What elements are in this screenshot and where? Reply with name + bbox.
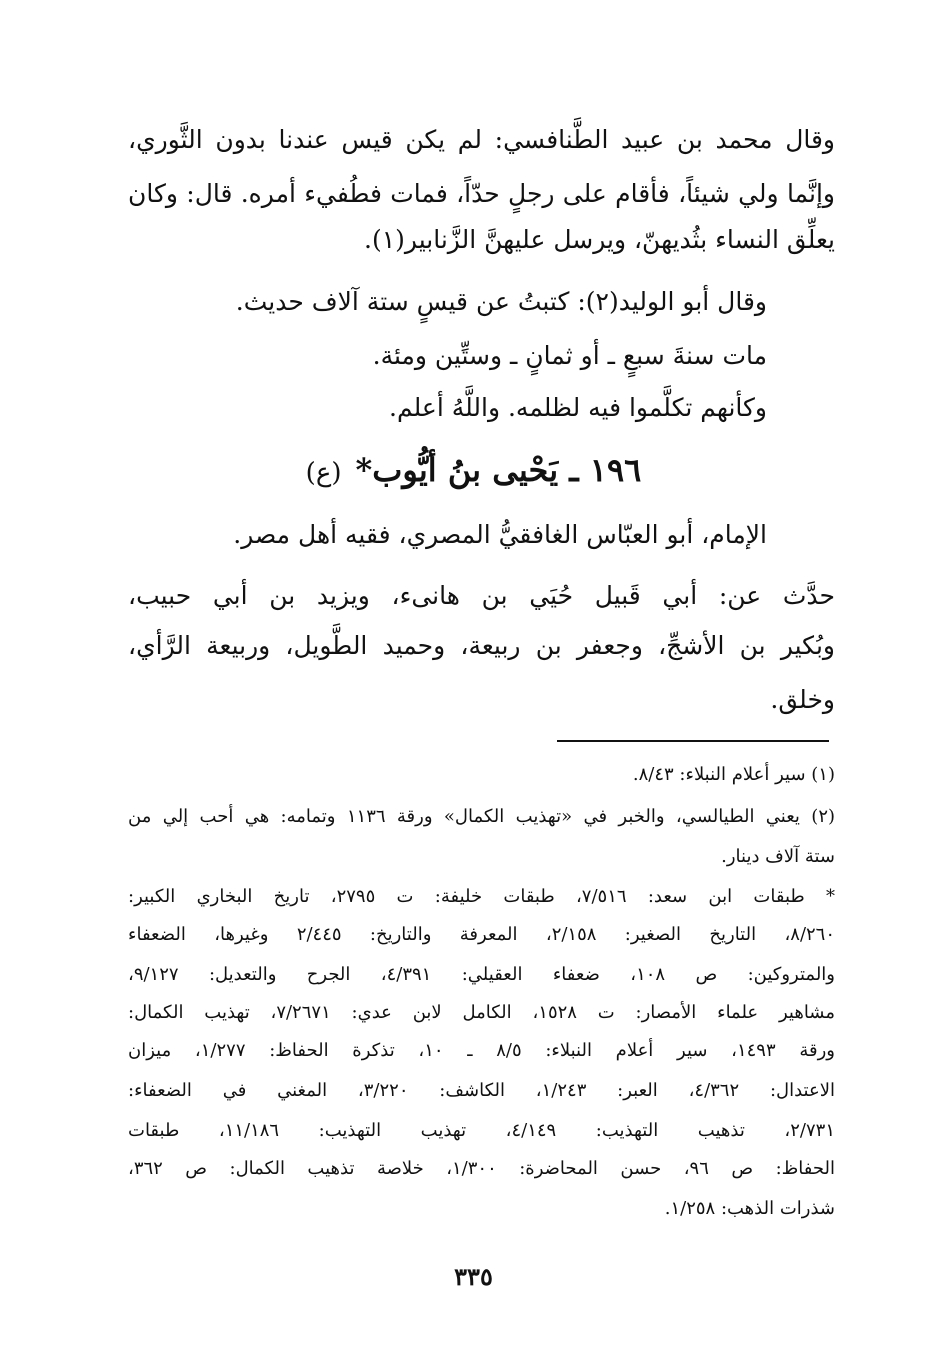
sources-line-8: الحفاظ: ص ٩٦، حسن المحاضرة: ١/٣٠٠، خلاصة تذهيب الكمال: ص ٣٦٢،: [128, 1158, 835, 1179]
sources-line-3: والمتروكين: ص ١٠٨، ضعفاء العقيلي: ٤/٣٩١، الجرح والتعديل: ٩/١٢٧،: [128, 964, 835, 985]
footnote-1: (١) سير أعلام النبلاء: ٨/٤٣.: [632, 764, 835, 785]
footnote-2-line-1: (٢) يعني الطيالسي، والخبر في «تهذيب الكمال» ورقة ١١٣٦ وتمامه: هي أحب إلي من: [128, 806, 836, 827]
sources-line-1: * طبقات ابن سعد: ٧/٥١٦، طبقات خليفة: ت ٢٧٩٥، تاريخ البخاري الكبير:: [128, 886, 835, 907]
sources-line-4: مشاهير علماء الأمصار: ت ١٥٢٨، الكامل لابن عدي: ٧/٢٦٧١، تهذيب الكمال:: [128, 1002, 836, 1023]
text-line-6: وكأنهم تكلَّموا فيه لظلمه. واللَّهُ أعلم.: [389, 393, 767, 422]
entry-heading: [0, 445, 947, 498]
page-number: ٣٣٥: [454, 1262, 493, 1291]
footnote-divider: [557, 740, 829, 742]
entry-code: (ع): [305, 458, 342, 488]
sources-line-7: ٢/٧٣١، تذهيب التهذيب: ٤/١٤٩، تهذيب التهذيب: ١١/١٨٦، طبقات: [128, 1120, 835, 1141]
sources-line-6: الاعتدال: ٤/٣٦٢، العبر: ١/٢٤٣، الكاشف: ٣/٢٢٠، المغني في الضعفاء:: [128, 1080, 835, 1101]
sources-line-5: ورقة ١٤٩٣، سير أعلام النبلاء: ٨/٥ ـ ١٠، تذكرة الحفاظ: ١/٢٧٧، ميزان: [128, 1040, 835, 1061]
sources-line-2: ٨/٢٦٠، التاريخ الصغير: ٢/١٥٨، المعرفة والتاريخ: ٢/٤٤٥ وغيرها، الضعفاء: [128, 924, 836, 945]
entry-line-1: الإمام، أبو العبّاس الغافقيُّ المصري، فقيه أهل مصر.: [233, 520, 767, 549]
footnote-2-line-2: ستة آلاف دينار.: [721, 846, 835, 867]
text-line-1: وقال محمد بن عبيد الطَّنافسي: لم يكن قيس عندنا بدون الثَّوري،: [128, 125, 835, 154]
entry-line-2: حدَّث عن: أبي قَبيل حُيَي بن هانىء، ويزيد بن أبي حبيب،: [128, 581, 835, 610]
entry-line-3: وبُكير بن الأشجِّ، وجعفر بن ربيعة، وحميد الطَّويل، وربيعة الرَّأي،: [128, 631, 835, 660]
sources-line-9: شذرات الذهب: ١/٢٥٨.: [664, 1198, 835, 1219]
entry-title: ١٩٦ ـ يَحْيى بنُ أيُّوب*: [355, 451, 642, 489]
text-line-3: يعلِّق النساء بثُديهنّ، ويرسل عليهنَّ الزَّنابير(١).: [364, 225, 835, 254]
entry-line-4: وخلق.: [770, 685, 835, 714]
text-line-2: وإنَّما ولي شيئاً، فأقام على رجلٍ حدّاً، فمات فطُفيء أمره. قال: وكان: [128, 179, 835, 208]
text-line-4: وقال أبو الوليد(٢): كتبتُ عن قيسٍ ستة آلاف حديث.: [235, 287, 767, 316]
text-line-5: مات سنةَ سبعٍ ـ أو ثمانٍ ـ وستِّين ومئة.: [372, 341, 767, 370]
